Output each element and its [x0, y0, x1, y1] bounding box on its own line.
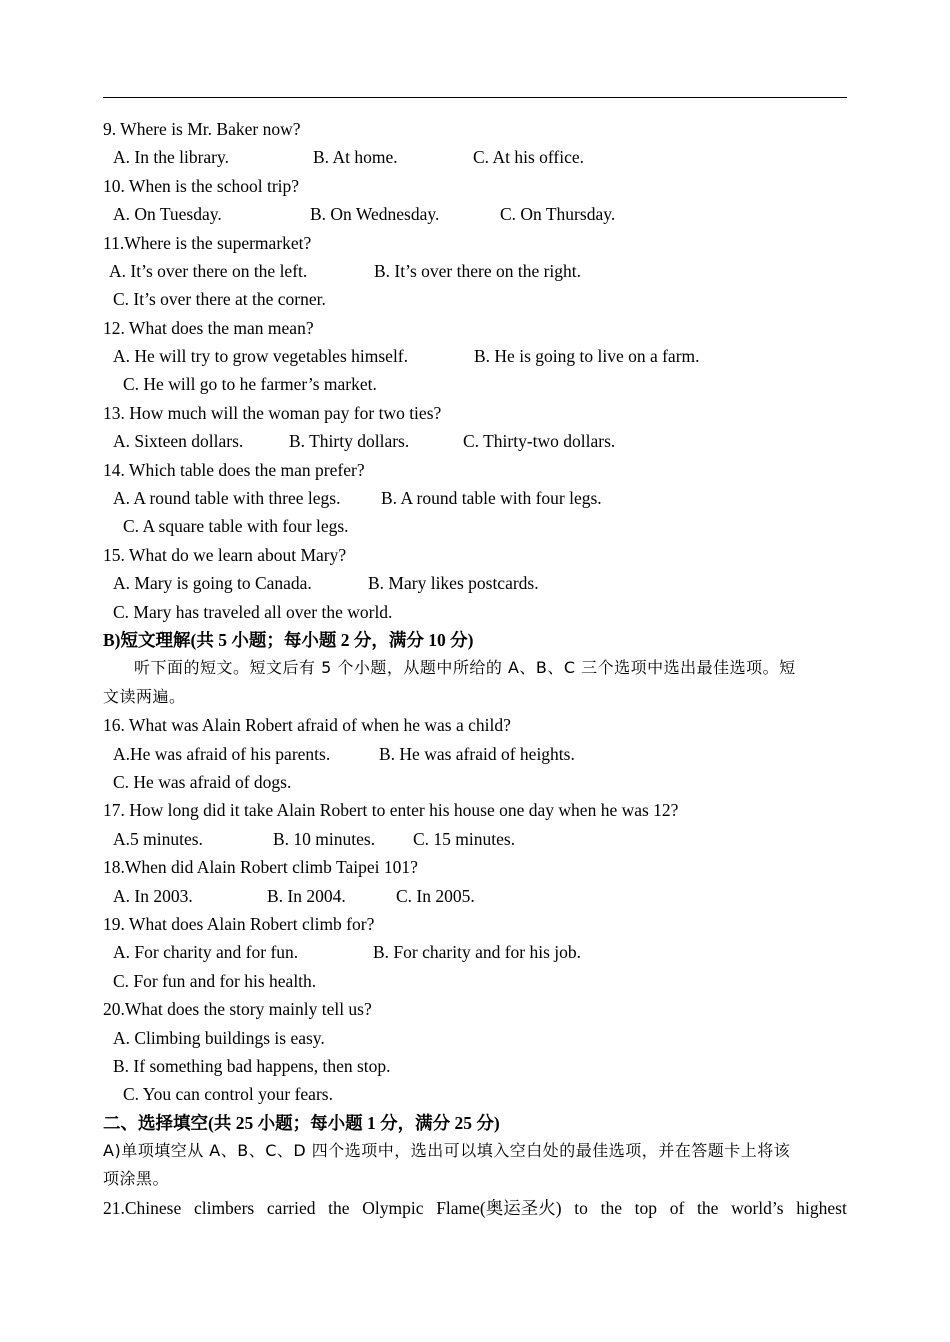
question-19-option-a: A. For charity and for fun. — [113, 942, 299, 962]
question-19-option-c: C. For fun and for his health. — [113, 971, 317, 991]
section-b-instructions-line-2: 文读两遍。 — [103, 687, 186, 706]
q21-word: Flame(奥运圣火) — [436, 1198, 562, 1218]
question-13-option-c: C. Thirty-two dollars. — [463, 431, 616, 451]
question-14-option-b: B. A round table with four legs. — [381, 488, 602, 508]
question-11-stem: 11.Where is the supermarket? — [103, 233, 312, 253]
question-13-option-a: A. Sixteen dollars. — [113, 431, 244, 451]
q21-word: world’s — [731, 1198, 784, 1218]
question-11-option-b: B. It’s over there on the right. — [374, 261, 582, 281]
q21-word: climbers — [193, 1198, 255, 1218]
question-14-option-a: A. A round table with three legs. — [113, 488, 341, 508]
question-19-stem: 19. What does Alain Robert climb for? — [103, 914, 375, 934]
question-15-stem: 15. What do we learn about Mary? — [103, 545, 347, 565]
question-9-option-b: B. At home. — [313, 147, 398, 167]
question-10-option-c: C. On Thursday. — [500, 204, 616, 224]
part-two-instructions-line-1: A)单项填空从 A、B、C、D 四个选项中，选出可以填入空白处的最佳选项，并在答题卡上将该 — [103, 1141, 791, 1160]
question-17-stem: 17. How long did it take Alain Robert to enter his house one day when he was 12? — [103, 800, 679, 820]
section-b-instructions-line-1: 听下面的短文。短文后有 5 个小题，从题中所给的 A、B、C 三个选项中选出最佳选项。短 — [134, 658, 796, 677]
q21-word: the — [328, 1198, 350, 1218]
question-21-stem — [103, 1197, 847, 1219]
question-15-option-c: C. Mary has traveled all over the world. — [113, 602, 393, 622]
q21-word: carried — [266, 1198, 316, 1218]
question-18-stem: 18.When did Alain Robert climb Taipei 101? — [103, 857, 418, 877]
q21-word: Olympic — [362, 1198, 424, 1218]
part-two-instructions-line-2: 项涂黑。 — [103, 1169, 170, 1188]
question-12-option-c: C. He will go to he farmer’s market. — [123, 374, 377, 394]
q21-word: the — [697, 1198, 719, 1218]
question-9-option-c: C. At his office. — [473, 147, 584, 167]
question-14-stem: 14. Which table does the man prefer? — [103, 460, 365, 480]
q21-word: top — [634, 1198, 658, 1218]
question-17-option-b: B. 10 minutes. — [273, 829, 376, 849]
question-12-option-a: A. He will try to grow vegetables himself. — [113, 346, 409, 366]
question-9-option-a: A. In the library. — [113, 147, 229, 167]
part-two-heading: 二、选择填空(共 25 小题；每小题 1 分，满分 25 分) — [103, 1113, 500, 1133]
question-12-option-b: B. He is going to live on a farm. — [474, 346, 700, 366]
question-18-option-b: B. In 2004. — [267, 886, 346, 906]
question-17-option-c: C. 15 minutes. — [413, 829, 516, 849]
question-20-option-b: B. If something bad happens, then stop. — [113, 1056, 391, 1076]
question-11-option-a: A. It’s over there on the left. — [109, 261, 308, 281]
q21-word: the — [600, 1198, 622, 1218]
q21-word: of — [669, 1198, 685, 1218]
question-18-option-a: A. In 2003. — [113, 886, 193, 906]
question-16-stem: 16. What was Alain Robert afraid of when he was a child? — [103, 715, 511, 735]
question-9-stem: 9. Where is Mr. Baker now? — [103, 119, 301, 139]
question-15-option-a: A. Mary is going to Canada. — [113, 573, 312, 593]
question-19-option-b: B. For charity and for his job. — [373, 942, 582, 962]
question-15-option-b: B. Mary likes postcards. — [368, 573, 539, 593]
question-20-option-c: C. You can control your fears. — [123, 1084, 333, 1104]
q21-word: 21.Chinese — [103, 1198, 182, 1218]
question-13-stem: 13. How much will the woman pay for two ties? — [103, 403, 442, 423]
question-20-option-a: A. Climbing buildings is easy. — [113, 1028, 325, 1048]
question-10-stem: 10. When is the school trip? — [103, 176, 300, 196]
question-18-option-c: C. In 2005. — [396, 886, 475, 906]
section-b-heading: B)短文理解(共 5 小题；每小题 2 分，满分 10 分) — [103, 630, 474, 650]
header-rule — [103, 97, 847, 98]
q21-word: highest — [796, 1198, 847, 1218]
question-17-option-a: A.5 minutes. — [113, 829, 203, 849]
q21-word: to — [574, 1198, 588, 1218]
question-10-option-b: B. On Wednesday. — [310, 204, 440, 224]
question-13-option-b: B. Thirty dollars. — [289, 431, 410, 451]
question-11-option-c: C. It’s over there at the corner. — [113, 289, 326, 309]
question-16-option-b: B. He was afraid of heights. — [379, 744, 575, 764]
question-12-stem: 12. What does the man mean? — [103, 318, 314, 338]
question-16-option-c: C. He was afraid of dogs. — [113, 772, 292, 792]
question-10-option-a: A. On Tuesday. — [113, 204, 222, 224]
question-14-option-c: C. A square table with four legs. — [123, 516, 349, 536]
question-16-option-a: A.He was afraid of his parents. — [113, 744, 331, 764]
question-20-stem: 20.What does the story mainly tell us? — [103, 999, 372, 1019]
